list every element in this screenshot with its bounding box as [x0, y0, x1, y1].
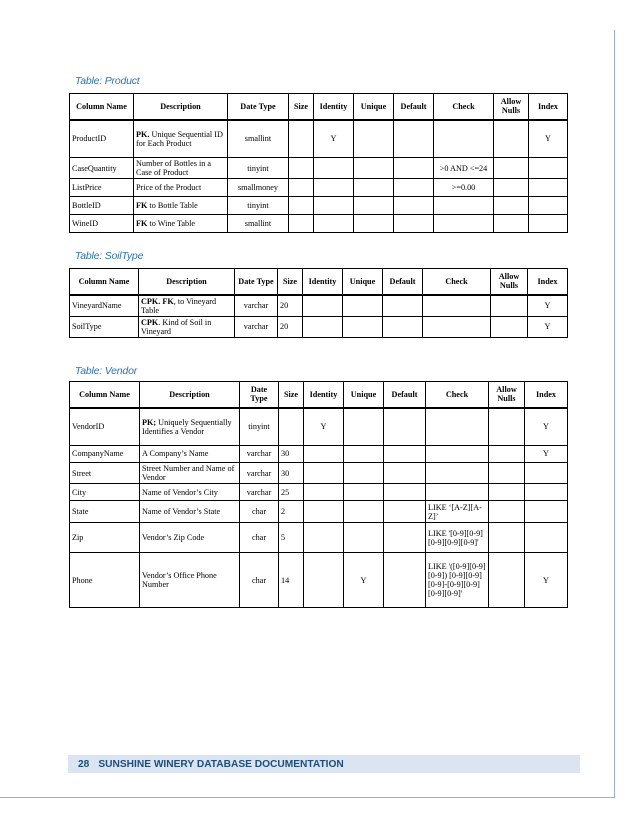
cell-default: [394, 197, 434, 215]
cell-size: [289, 179, 314, 197]
cell-index: Y: [529, 120, 568, 158]
cell-size: 30: [279, 446, 304, 463]
cell-default: [384, 501, 426, 523]
cell-unique: Y: [344, 553, 384, 608]
cell-default: [394, 179, 434, 197]
cell-index: Y: [528, 295, 568, 317]
cell-index: [525, 501, 568, 523]
header-allow-nulls: Allow Nulls: [489, 382, 525, 408]
header-check: Check: [434, 94, 494, 120]
cell-unique: [344, 523, 384, 553]
cell-column-name: CaseQuantity: [70, 158, 134, 179]
cell-column-name: Street: [70, 463, 140, 484]
key-marker: PK.: [136, 129, 150, 139]
header-allow-nulls: Allow Nulls: [494, 94, 529, 120]
table-row: [70, 446, 568, 463]
cell-index: [529, 215, 568, 233]
cell-index: Y: [525, 553, 568, 608]
cell-data-type: tinyint: [228, 158, 289, 179]
cell-column-name: City: [70, 484, 140, 501]
cell-index: Y: [525, 408, 568, 446]
cell-description: [139, 295, 235, 317]
header-column-name: Column Name: [70, 269, 139, 295]
description-text: to Bottle Table: [147, 201, 198, 211]
cell-size: 14: [279, 553, 304, 608]
table-row: [70, 484, 568, 501]
cell-description: [140, 501, 240, 523]
cell-check: [426, 484, 489, 501]
cell-data-type: char: [240, 553, 279, 608]
header-allow-nulls: Allow Nulls: [491, 269, 528, 295]
page-border-bottom: [0, 797, 614, 798]
cell-check: [423, 295, 491, 317]
cell-size: 2: [279, 501, 304, 523]
cell-index: [529, 179, 568, 197]
table-row: [70, 501, 568, 523]
description-text: A Company’s Name: [142, 449, 209, 459]
cell-data-type: varchar: [235, 316, 278, 337]
cell-identity: [304, 484, 344, 501]
cell-data-type: char: [240, 501, 279, 523]
header-column-name: Column Name: [70, 382, 140, 408]
cell-column-name: CompanyName: [70, 446, 140, 463]
header-unique: Unique: [343, 269, 383, 295]
description-text: . Kind of Soil in Vineyard: [141, 317, 212, 336]
cell-data-type: tinyint: [228, 197, 289, 215]
header-description: Description: [139, 269, 235, 295]
header-check: Check: [426, 382, 489, 408]
cell-description: [140, 446, 240, 463]
cell-column-name: Phone: [70, 553, 140, 608]
header-size: Size: [279, 382, 304, 408]
cell-column-name: Zip: [70, 523, 140, 553]
header-index: Index: [528, 269, 568, 295]
description-text: Name of Vendor’s City: [142, 487, 218, 497]
cell-index: [525, 463, 568, 484]
header-unique: Unique: [354, 94, 394, 120]
table-row: [70, 523, 568, 553]
header-identity: Identity: [314, 94, 354, 120]
header-description: Description: [140, 382, 240, 408]
vendor-table-caption: Table: Vendor: [75, 365, 138, 377]
page-number: 28: [78, 758, 90, 770]
table-row: [70, 553, 568, 608]
cell-check: [426, 463, 489, 484]
header-index: Index: [525, 382, 568, 408]
cell-column-name: ProductID: [70, 120, 134, 158]
cell-size: [289, 215, 314, 233]
description-text: Number of Bottles in a Case of Product: [136, 159, 212, 178]
table-row: [70, 408, 568, 446]
cell-data-type: smallint: [228, 215, 289, 233]
cell-unique: [344, 501, 384, 523]
cell-size: [279, 408, 304, 446]
cell-check: >0 AND <=24: [434, 158, 494, 179]
cell-identity: [314, 179, 354, 197]
cell-data-type: char: [240, 523, 279, 553]
description-text: Name of Vendor’s State: [142, 507, 221, 517]
cell-identity: [314, 215, 354, 233]
cell-description: [134, 158, 228, 179]
table-row: [70, 197, 568, 215]
page-border-right: [614, 30, 615, 798]
cell-default: [394, 215, 434, 233]
cell-index: [529, 197, 568, 215]
cell-identity: [304, 553, 344, 608]
soiltype-table-caption: Table: SoilType: [75, 250, 144, 262]
cell-description: [140, 408, 240, 446]
header-identity: Identity: [304, 382, 344, 408]
cell-description: [140, 463, 240, 484]
cell-data-type: varchar: [240, 484, 279, 501]
description-text: Street Number and Name of Vendor: [142, 464, 235, 483]
cell-allow-nulls: [489, 553, 525, 608]
description-text: to Wine Table: [147, 219, 196, 229]
cell-allow-nulls: [494, 197, 529, 215]
cell-index: Y: [528, 316, 568, 337]
cell-allow-nulls: [494, 215, 529, 233]
table-row: [70, 120, 568, 158]
cell-index: Y: [525, 446, 568, 463]
cell-index: [525, 523, 568, 553]
cell-data-type: varchar: [240, 463, 279, 484]
vendor-table: [69, 381, 568, 608]
cell-description: [134, 197, 228, 215]
table-row: [70, 295, 568, 317]
cell-size: 25: [279, 484, 304, 501]
cell-unique: [344, 463, 384, 484]
table-row: [70, 215, 568, 233]
cell-allow-nulls: [494, 120, 529, 158]
cell-column-name: SoilType: [70, 316, 139, 337]
cell-check: LIKE '[0-9][0-9] [0-9][0-9][0-9]': [426, 523, 489, 553]
cell-unique: [344, 484, 384, 501]
cell-unique: [354, 158, 394, 179]
cell-default: [383, 316, 423, 337]
cell-description: [134, 179, 228, 197]
cell-default: [384, 523, 426, 553]
header-data-type: Date Type: [228, 94, 289, 120]
cell-default: [384, 553, 426, 608]
cell-description: [134, 120, 228, 158]
key-marker: CPK. FK: [141, 296, 174, 306]
header-column-name: Column Name: [70, 94, 134, 120]
description-text: Price of the Product: [136, 183, 202, 193]
cell-unique: [354, 179, 394, 197]
page-footer: [68, 755, 580, 773]
cell-size: 30: [279, 463, 304, 484]
cell-identity: [314, 197, 354, 215]
header-check: Check: [423, 269, 491, 295]
cell-column-name: BottleID: [70, 197, 134, 215]
header-default: Default: [394, 94, 434, 120]
cell-description: [140, 553, 240, 608]
description-text: , to Vineyard Table: [141, 296, 217, 315]
cell-default: [383, 295, 423, 317]
header-size: Size: [289, 94, 314, 120]
description-text: Vendor’s Zip Code: [142, 533, 205, 543]
cell-data-type: smallmoney: [228, 179, 289, 197]
cell-description: [134, 215, 228, 233]
cell-column-name: State: [70, 501, 140, 523]
header-unique: Unique: [344, 382, 384, 408]
soiltype-table: [69, 268, 568, 338]
table-row: [70, 463, 568, 484]
header-identity: Identity: [303, 269, 343, 295]
cell-identity: [303, 295, 343, 317]
cell-allow-nulls: [494, 158, 529, 179]
cell-default: [384, 446, 426, 463]
cell-identity: [304, 523, 344, 553]
header-description: Description: [134, 94, 228, 120]
cell-description: [140, 484, 240, 501]
key-marker: CPK: [141, 317, 159, 327]
cell-unique: [354, 215, 394, 233]
cell-check: [426, 446, 489, 463]
cell-description: [140, 523, 240, 553]
cell-unique: [344, 408, 384, 446]
header-index: Index: [529, 94, 568, 120]
cell-check: LIKE '([0-9][0-9][0-9]) [0-9][0-9][0-9]-[0-9][0-9][0-9][0-9]': [426, 553, 489, 608]
cell-check: LIKE ‘[A-Z][A-Z]’: [426, 501, 489, 523]
cell-unique: [354, 197, 394, 215]
cell-check: [434, 120, 494, 158]
cell-default: [384, 463, 426, 484]
cell-column-name: VendorID: [70, 408, 140, 446]
cell-description: [139, 316, 235, 337]
cell-data-type: tinyint: [240, 408, 279, 446]
cell-unique: [354, 120, 394, 158]
table-row: [70, 316, 568, 337]
cell-identity: Y: [304, 408, 344, 446]
cell-allow-nulls: [489, 408, 525, 446]
cell-identity: [303, 316, 343, 337]
cell-data-type: varchar: [235, 295, 278, 317]
cell-allow-nulls: [489, 463, 525, 484]
cell-allow-nulls: [494, 179, 529, 197]
cell-default: [394, 158, 434, 179]
cell-size: [289, 197, 314, 215]
header-data-type: Date Type: [240, 382, 279, 408]
product-table: [69, 93, 568, 233]
cell-column-name: ListPrice: [70, 179, 134, 197]
cell-column-name: VineyardName: [70, 295, 139, 317]
cell-identity: [314, 158, 354, 179]
cell-default: [384, 484, 426, 501]
cell-allow-nulls: [489, 446, 525, 463]
key-marker: FK: [136, 219, 148, 229]
cell-index: [529, 158, 568, 179]
cell-size: [289, 120, 314, 158]
header-data-type: Date Type: [235, 269, 278, 295]
cell-size: [289, 158, 314, 179]
cell-default: [394, 120, 434, 158]
cell-size: 20: [278, 316, 303, 337]
description-text: Uniquely Sequentially Identifies a Vendor: [142, 417, 232, 436]
cell-unique: [343, 295, 383, 317]
cell-check: [426, 408, 489, 446]
product-table-caption: Table: Product: [75, 75, 140, 87]
cell-allow-nulls: [489, 523, 525, 553]
cell-identity: [304, 446, 344, 463]
key-marker: FK: [136, 201, 148, 211]
cell-allow-nulls: [489, 501, 525, 523]
header-size: Size: [278, 269, 303, 295]
cell-data-type: smallint: [228, 120, 289, 158]
cell-data-type: varchar: [240, 446, 279, 463]
cell-check: [434, 197, 494, 215]
table-row: [70, 158, 568, 179]
header-default: Default: [383, 269, 423, 295]
cell-default: [384, 408, 426, 446]
description-text: Unique Sequential ID for Each Product: [136, 129, 223, 148]
cell-index: [525, 484, 568, 501]
cell-identity: Y: [314, 120, 354, 158]
cell-allow-nulls: [489, 484, 525, 501]
cell-column-name: WineID: [70, 215, 134, 233]
cell-size: 20: [278, 295, 303, 317]
cell-size: 5: [279, 523, 304, 553]
key-marker: PK;: [142, 417, 157, 427]
cell-allow-nulls: [491, 316, 528, 337]
table-row: [70, 179, 568, 197]
cell-check: [423, 316, 491, 337]
cell-check: [434, 215, 494, 233]
cell-allow-nulls: [491, 295, 528, 317]
description-text: Vendor’s Office Phone Number: [142, 571, 217, 590]
cell-unique: [344, 446, 384, 463]
cell-unique: [343, 316, 383, 337]
cell-identity: [304, 463, 344, 484]
cell-identity: [304, 501, 344, 523]
cell-check: >=0.00: [434, 179, 494, 197]
footer-title: SUNSHINE WINERY DATABASE DOCUMENTATION: [98, 758, 344, 770]
header-default: Default: [384, 382, 426, 408]
